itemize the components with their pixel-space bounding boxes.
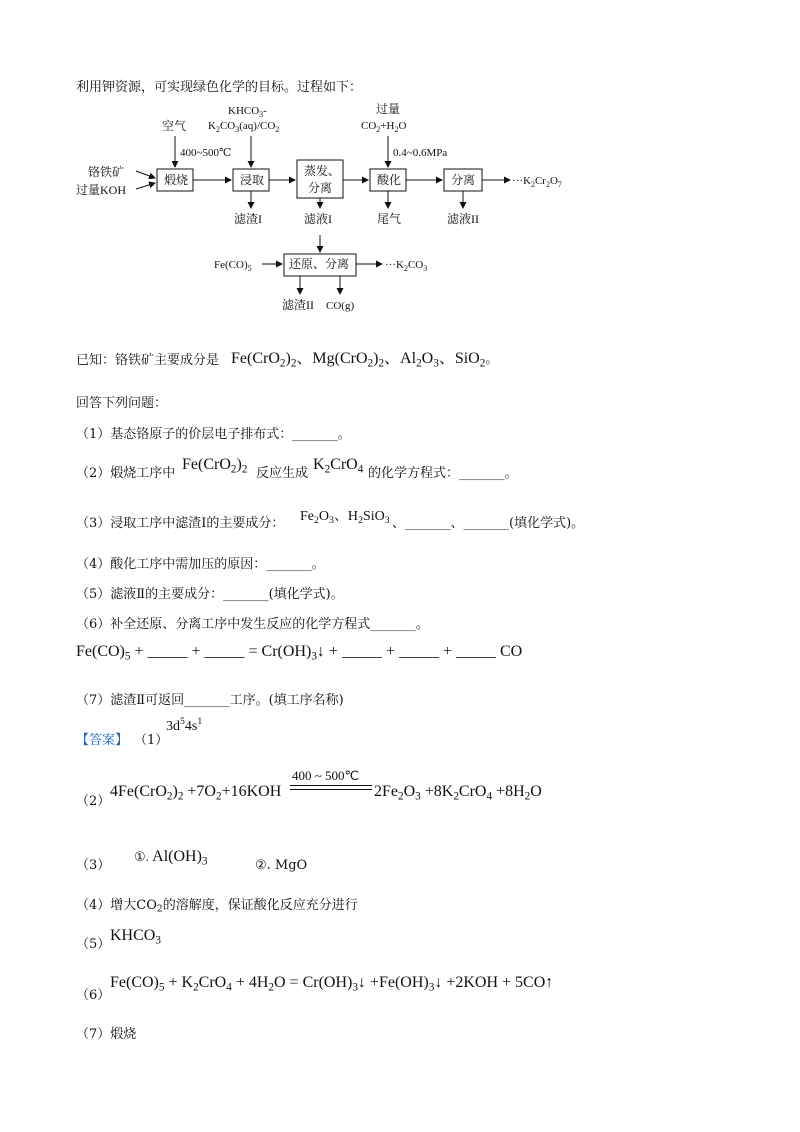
question-4: （4）酸化工序中需加压的原因：_______。 xyxy=(76,557,325,572)
known-formula: $Fe(CrO_2)_2$、$Mg(CrO_2)_2$、$Al_2O_3$、SiO$_2$。 xyxy=(231,350,499,370)
answer-3-item-1: ①. $Al(OH)_3$ xyxy=(134,848,208,868)
answer-2-double-line xyxy=(290,785,372,790)
question-2-formula-1: $Fe(CrO_2)_2$ xyxy=(182,456,248,476)
label-calcine-temp: 400~500℃ xyxy=(180,147,232,159)
answer-tag: 【答案】 xyxy=(76,733,129,748)
question-2-part-b: 反应生成 xyxy=(256,466,309,481)
label-acid-reagent-2: $CO_2+H_2O$ xyxy=(361,120,407,134)
answer-3-item-2: ②. MgO xyxy=(255,858,308,873)
answer-2-condition: 400 ~ 500℃ xyxy=(292,768,360,783)
label-acid-reagent-1: 过量 xyxy=(376,102,401,116)
question-2-part-a: （2）煅烧工序中 xyxy=(76,466,176,481)
answer-7: （7）煅烧 xyxy=(76,1027,137,1042)
label-residue-1: 滤渣I xyxy=(234,212,262,226)
answer-5-label: （5） xyxy=(76,937,111,952)
label-filtrate-1: 滤液I xyxy=(304,212,332,226)
answer-3-label: （3） xyxy=(76,858,111,873)
text-leach: 浸取 xyxy=(240,173,265,187)
label-ore: 铬铁矿 xyxy=(88,165,125,179)
text-evap-1: 蒸发、 xyxy=(304,164,341,178)
label-product-1: $\cdot\cdot\cdot K_2Cr_2O_7$ xyxy=(512,175,562,189)
answer-1-label: （1） xyxy=(134,733,169,748)
question-6: （6）补全还原、分离工序中发生反应的化学方程式_______。 xyxy=(76,617,429,632)
question-1: （1）基态铬原子的价层电子排布式：_______。 xyxy=(76,427,351,442)
question-6-equation: $Fe(CO)_5$ + _____ + _____ = $Cr(OH)_3↓$ + _____ + _____ + _____ CO xyxy=(76,643,523,663)
label-pressure: 0.4~0.6MPa xyxy=(393,147,448,159)
answer-2-rhs: $2Fe_2O_3 +8K_2CrO_4 +8H_2O$ xyxy=(374,783,542,803)
label-leach-reagent-2: $K_2CO_3(aq)/CO_2$ xyxy=(208,120,280,134)
prompt-text: 回答下列问题： xyxy=(76,396,168,411)
text-reduce: 还原、分离 xyxy=(289,257,350,271)
answer-6-equation: $Fe(CO)_5 + K_2CrO_4 + 4H_2O$ = $Cr(OH)_3↓$ $+Fe(OH)_3↓ +2KOH$ + 5CO↑ xyxy=(110,974,554,994)
question-3-part-a: （3）浸取工序中滤渣Ⅰ的主要成分： xyxy=(76,516,285,531)
text-calcine: 煅烧 xyxy=(164,173,189,187)
label-feco5: $Fe(CO)_5$ xyxy=(214,259,252,273)
label-leach-reagent-1: $KHCO_3-$ xyxy=(228,105,267,119)
process-flow-diagram xyxy=(0,0,800,330)
label-air: 空气 xyxy=(162,119,187,133)
label-tail-gas: 尾气 xyxy=(377,212,402,226)
label-co-gas: CO(g) xyxy=(326,300,355,312)
label-koh: 过量KOH xyxy=(76,183,126,197)
text-separate: 分离 xyxy=(451,173,476,187)
question-2-formula-2: $K_2CrO_4$ xyxy=(313,456,364,476)
question-7: （7）滤渣Ⅱ可返回_______工序。(填工序名称) xyxy=(76,693,344,708)
answer-2-label: （2） xyxy=(76,794,111,809)
answer-5-value: $KHCO_3$ xyxy=(110,927,161,947)
label-filtrate-2: 滤液II xyxy=(447,212,479,226)
known-label: 已知：铬铁矿主要成分是 xyxy=(76,353,220,368)
question-3-formula: $Fe_2O_3$、$H_2SiO_3$ xyxy=(300,509,390,526)
text-evap-2: 分离 xyxy=(308,181,333,195)
answer-6-label: （6） xyxy=(76,988,111,1003)
answer-2-lhs: $4Fe(CrO_2)_2 +7O_2+16KOH$ xyxy=(110,783,282,803)
question-3-part-b: 、_______、_______(填化学式)。 xyxy=(392,516,585,531)
answer-1-value: $3d^54s^1$ xyxy=(166,716,203,734)
label-residue-2: 滤渣II xyxy=(282,298,314,312)
question-2-part-c: 的化学方程式：_______。 xyxy=(368,466,518,481)
text-acidify: 酸化 xyxy=(377,173,402,187)
question-5: （5）滤液Ⅱ的主要成分：_______(填化学式)。 xyxy=(76,587,344,602)
intro-text: 利用钾资源，可实现绿色化学的目标。过程如下： xyxy=(76,80,363,95)
label-product-2: $\cdot\cdot\cdot K_2CO_3$ xyxy=(385,259,428,273)
answer-4: （4）增大$CO_2$的溶解度，保证酸化反应充分进行 xyxy=(76,898,358,915)
